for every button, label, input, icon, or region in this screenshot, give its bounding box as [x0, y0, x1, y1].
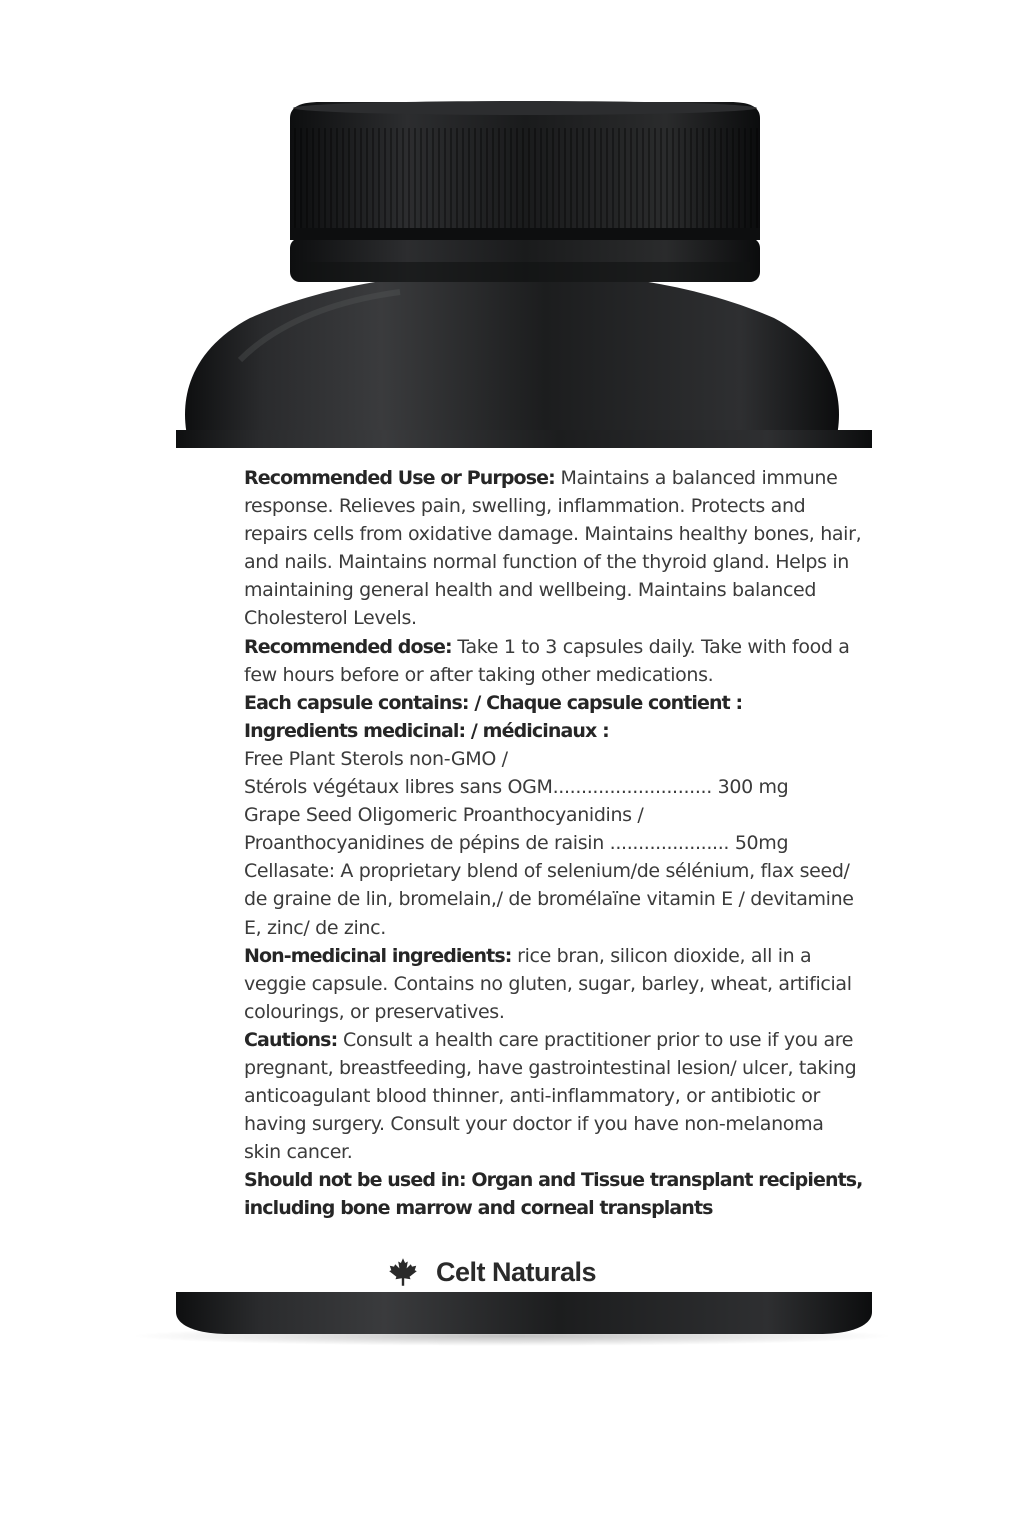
ingredient-name: Proanthocyanidines de pépins de raisin	[244, 832, 604, 855]
brand-name: Celt Naturals	[436, 1256, 597, 1287]
medicinal-heading: Ingredients medicinal: / médicinaux :	[244, 719, 609, 742]
maple-leaf-icon	[388, 1257, 418, 1287]
each-capsule-heading: Each capsule contains: / Chaque capsule contient :	[244, 691, 743, 714]
should-not-text: Should not be used in: Organ and Tissue transplant recipients, including bone marrow and corneal transplants	[244, 1169, 863, 1220]
recommended-use-section	[244, 464, 864, 633]
product-label	[176, 448, 872, 1292]
ingredient-name: Stérols végétaux libres sans OGM	[244, 776, 553, 799]
cellasate-text: Cellasate: A proprietary blend of selenium/de sélénium, flax seed/ de graine de lin, bromelain,/ de bromélaïne vitamin E / devitamine E, zinc/ de zinc.	[244, 860, 854, 939]
each-capsule-section	[244, 689, 864, 745]
brand-logo	[388, 1254, 596, 1290]
dose-section	[244, 633, 864, 689]
ingredient-dots: .....................	[609, 832, 730, 855]
ingredient-line1: Free Plant Sterols non-GMO /	[244, 747, 508, 770]
cautions-text: Consult a health care practitioner prior to use if you are pregnant, breastfeeding, have gastrointestinal lesion/ ulcer, taking anticoagulant blood thinner, anti-inflammatory, or antibiotic or having surgery. Consult your doctor if you have non-melanoma skin cancer.	[244, 1028, 857, 1164]
recommended-use-heading: Recommended Use or Purpose:	[244, 467, 555, 489]
non-medicinal-text: rice bran, silicon dioxide, all in a veggie capsule. Contains no gluten, sugar, barley, wheat, artificial colourings, or preservatives.	[244, 944, 852, 1023]
cautions-heading: Cautions:	[244, 1028, 338, 1051]
ingredient-dots: ............................	[552, 776, 712, 799]
non-medicinal-section	[244, 942, 864, 1026]
dose-heading: Recommended dose:	[244, 635, 452, 658]
cautions-section	[244, 1026, 864, 1166]
ingredient-line1: Grape Seed Oligomeric Proanthocyanidins /	[244, 804, 644, 827]
ingredient-line2	[244, 773, 864, 801]
dose-text: Take 1 to 3 capsules daily. Take with food a few hours before or after taking other medications.	[244, 635, 850, 686]
ingredient-amount: 300 mg	[717, 776, 789, 799]
label-text	[244, 464, 864, 1223]
ingredient-item	[244, 801, 864, 857]
non-medicinal-heading: Non-medicinal ingredients:	[244, 944, 512, 967]
recommended-use-text: Maintains a balanced immune response. Relieves pain, swelling, inflammation. Protects and repairs cells from oxidative damage. Maintains healthy bones, hair, and nails. Maintains normal function of the thyroid gland. Helps in maintaining general health and wellbeing. Maintains balanced Cholesterol Levels.	[244, 467, 862, 630]
ingredient-item	[244, 745, 864, 801]
ingredient-amount: 50mg	[734, 832, 789, 855]
ingredient-line2	[244, 829, 864, 857]
